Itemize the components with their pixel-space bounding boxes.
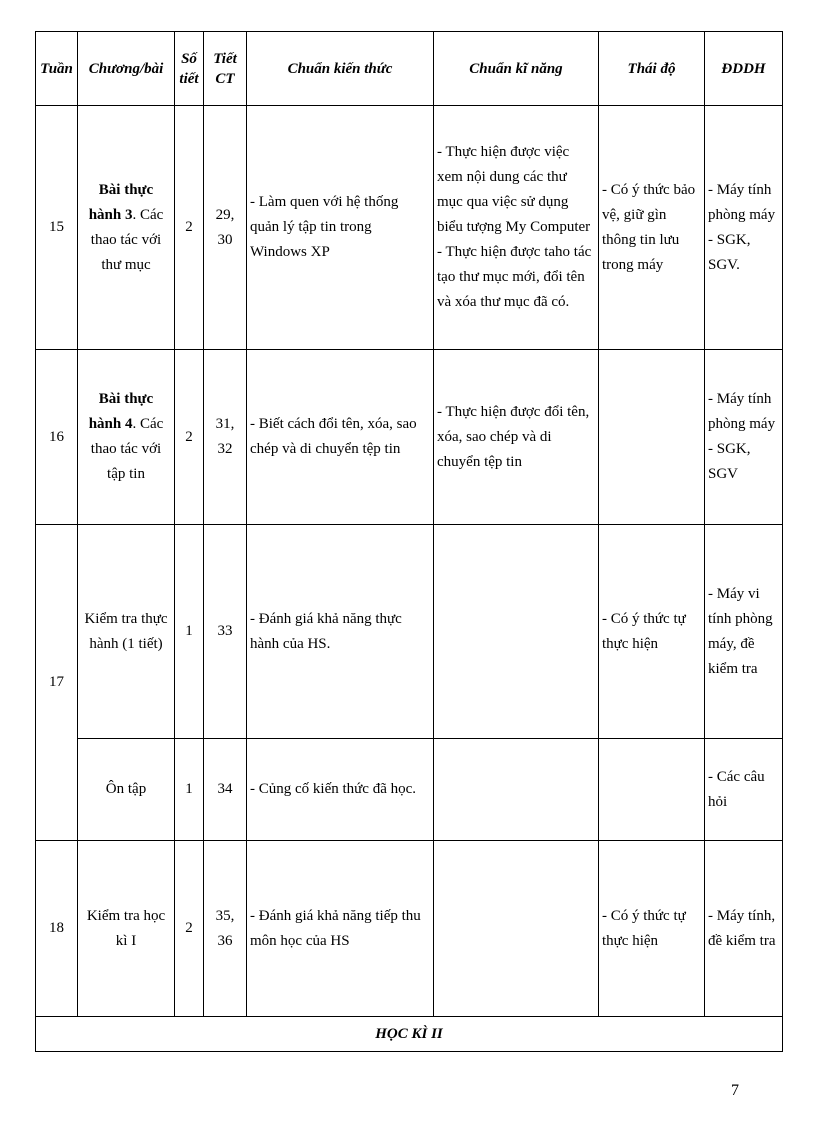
- periods-cell: 2: [175, 106, 204, 350]
- knowledge-cell: - Đánh giá khả năng thực hành của HS.: [247, 525, 434, 739]
- equipment-cell: - Các câu hỏi: [705, 739, 783, 841]
- semester-title: HỌC KÌ II: [36, 1017, 783, 1052]
- lesson-cell: Kiểm tra học kì I: [78, 841, 175, 1017]
- attitude-cell: [599, 350, 705, 525]
- header-week: Tuần: [36, 32, 78, 106]
- header-row: [36, 32, 783, 106]
- ct-cell: 35, 36: [204, 841, 247, 1017]
- syllabus-table: [35, 31, 783, 1052]
- attitude-cell: [599, 739, 705, 841]
- equipment-cell: - Máy tính phòng máy - SGK, SGV.: [705, 106, 783, 350]
- periods-cell: 1: [175, 739, 204, 841]
- table-row: [36, 106, 783, 350]
- header-knowledge: Chuẩn kiến thức: [247, 32, 434, 106]
- ct-cell: 33: [204, 525, 247, 739]
- knowledge-cell: - Làm quen với hệ thống quản lý tập tin trong Windows XP: [247, 106, 434, 350]
- lesson-cell: Bài thực hành 4. Các thao tác với tập tin: [78, 350, 175, 525]
- ct-cell: 34: [204, 739, 247, 841]
- equipment-cell: - Máy tính, đề kiểm tra: [705, 841, 783, 1017]
- header-ct: Tiết CT: [204, 32, 247, 106]
- week-cell: 17: [36, 525, 78, 841]
- attitude-cell: - Có ý thức bảo vệ, giữ gìn thông tin lưu trong máy: [599, 106, 705, 350]
- skills-cell: [434, 525, 599, 739]
- lesson-cell: Bài thực hành 3. Các thao tác với thư mục: [78, 106, 175, 350]
- header-equipment: ĐDDH: [705, 32, 783, 106]
- attitude-cell: - Có ý thức tự thực hiện: [599, 525, 705, 739]
- ct-cell: 29, 30: [204, 106, 247, 350]
- skills-cell: [434, 841, 599, 1017]
- knowledge-cell: - Đánh giá khả năng tiếp thu môn học của HS: [247, 841, 434, 1017]
- header-periods: Số tiết: [175, 32, 204, 106]
- attitude-cell: - Có ý thức tự thực hiện: [599, 841, 705, 1017]
- page-number: 7: [731, 1082, 739, 1099]
- header-chapter: Chương/bài: [78, 32, 175, 106]
- table-row: [36, 739, 783, 841]
- table-row: [36, 841, 783, 1017]
- ct-cell: 31, 32: [204, 350, 247, 525]
- header-skills: Chuẩn kĩ năng: [434, 32, 599, 106]
- header-attitude: Thái độ: [599, 32, 705, 106]
- knowledge-cell: - Biết cách đổi tên, xóa, sao chép và di chuyển tệp tin: [247, 350, 434, 525]
- lesson-cell: Kiểm tra thực hành (1 tiết): [78, 525, 175, 739]
- skills-cell: - Thực hiện được việc xem nội dung các thư mục qua việc sử dụng biểu tượng My Computer - Thực hiện được taho tác tạo thư mục mới, đổi tên và xóa thư mục đã có.: [434, 106, 599, 350]
- periods-cell: 2: [175, 841, 204, 1017]
- semester-row: [36, 1017, 783, 1052]
- lesson-cell: Ôn tập: [78, 739, 175, 841]
- periods-cell: 2: [175, 350, 204, 525]
- skills-cell: - Thực hiện được đổi tên, xóa, sao chép và di chuyển tệp tin: [434, 350, 599, 525]
- week-cell: 15: [36, 106, 78, 350]
- skills-cell: [434, 739, 599, 841]
- table-row: [36, 525, 783, 739]
- table-row: [36, 350, 783, 525]
- knowledge-cell: - Củng cố kiến thức đã học.: [247, 739, 434, 841]
- week-cell: 16: [36, 350, 78, 525]
- equipment-cell: - Máy tính phòng máy - SGK, SGV: [705, 350, 783, 525]
- week-cell: 18: [36, 841, 78, 1017]
- equipment-cell: - Máy vi tính phòng máy, đề kiểm tra: [705, 525, 783, 739]
- periods-cell: 1: [175, 525, 204, 739]
